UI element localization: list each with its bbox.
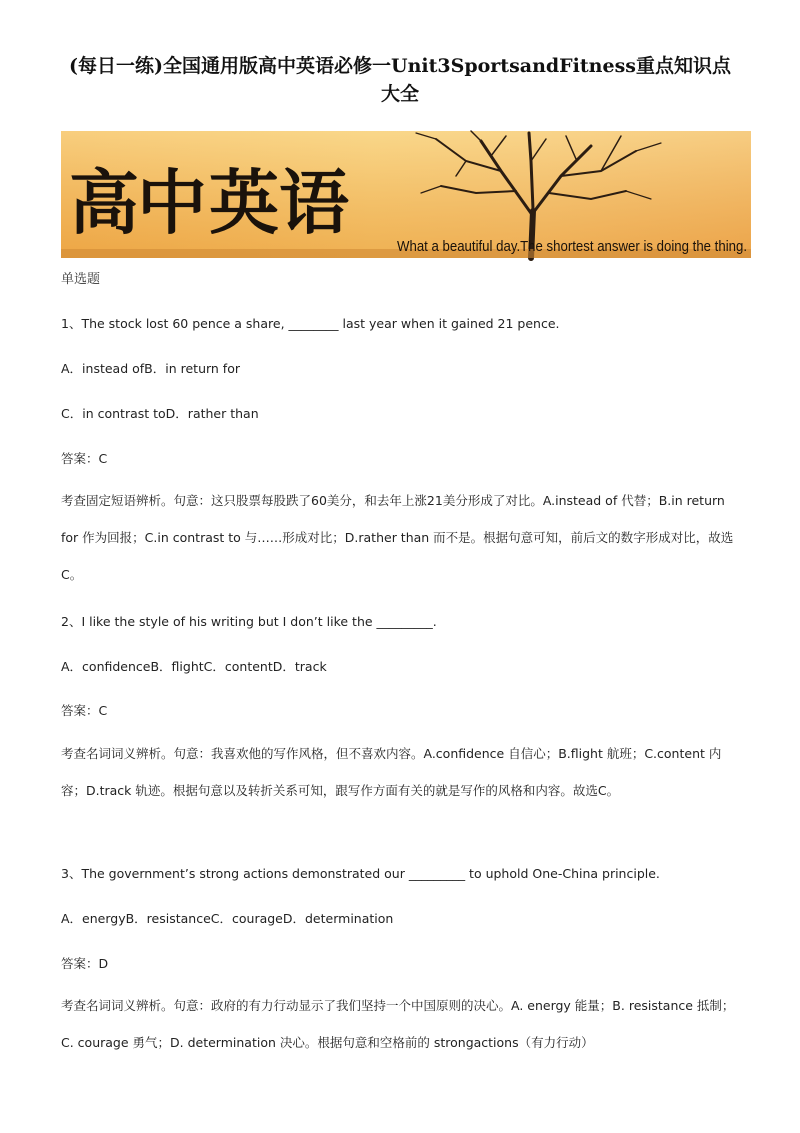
- question-3-stem: 3、The government’s strong actions demonstrated our _________ to uphold One-China principle.: [61, 866, 660, 881]
- banner-image: [61, 131, 751, 258]
- question-2-explanation: 考查名词词义辨析。句意：我喜欢他的写作风格，但不喜欢内容。A.confidence 自信心；B.flight 航班；C.content 内容；D.track 轨迹。根据句意以及转折关系可知，跟写作方面有关的就是写作的风格和内容。故选C。: [61, 746, 722, 798]
- question-3-explanation: 考查名词词义辨析。句意：政府的有力行动显示了我们坚持一个中国原则的决心。A. energy 能量；B. resistance 抵制；C. courage 勇气；D. determination 决心。根据句意和空格前的 strongactions（有力行动）: [61, 998, 735, 1050]
- banner-char-3: 英: [209, 161, 279, 244]
- question-3-answer: 答案：D: [61, 956, 109, 971]
- question-1-options-2: C．in contrast toD．rather than: [61, 406, 259, 421]
- banner-char-4: 语: [279, 161, 349, 244]
- banner-char-2: 中: [137, 161, 207, 244]
- banner-char-1: 高: [69, 161, 139, 244]
- banner-graphic: [61, 131, 751, 258]
- title-line-2: 大全: [380, 83, 419, 105]
- question-1-answer: 答案：C: [61, 451, 108, 466]
- section-label: 单选题: [61, 272, 101, 287]
- question-2-stem: 2、I like the style of his writing but I don’t like the _________.: [61, 614, 437, 629]
- banner-slogan: What a beautiful day.The shortest answer is doing the thing.: [397, 238, 747, 255]
- question-3-options: A．energyB．resistanceC．courageD．determination: [61, 911, 394, 926]
- question-1-explanation: 考查固定短语辨析。句意：这只股票每股跌了60美分，和去年上涨21美分形成了对比。A.instead of 代替；B.in return for 作为回报；C.in contrast to 与……形成对比；D.rather than 而不是。根据句意可知，前后文的数字形成对比，故选C。: [61, 493, 734, 582]
- question-2-options: A．confidenceB．flightC．contentD．track: [61, 659, 327, 674]
- question-1-stem: 1、The stock lost 60 pence a share, ________ last year when it gained 21 pence.: [61, 316, 560, 331]
- question-1-options-1: A．instead ofB．in return for: [61, 361, 240, 376]
- question-2-answer: 答案：C: [61, 703, 108, 718]
- title-line-1: (每日一练)全国通用版高中英语必修一Unit3SportsandFitness重点知识点: [69, 55, 731, 77]
- document-title: [40, 52, 760, 108]
